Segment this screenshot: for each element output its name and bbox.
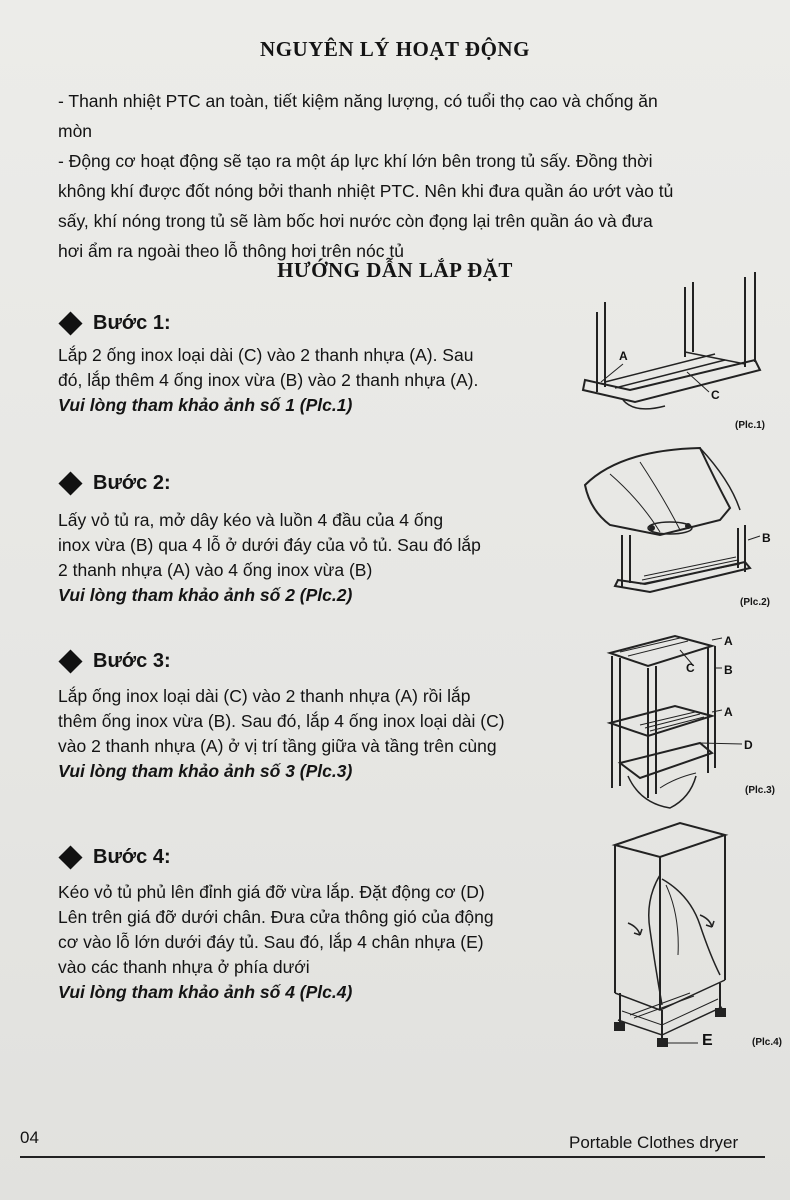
step-3-heading: [58, 650, 171, 673]
figure-label-e: E: [702, 1032, 713, 1049]
step-1-line: Lắp 2 ống inox loại dài (C) vào 2 thanh nhựa (A). Sau: [58, 345, 474, 365]
figure-caption-plc2: (Plc.2): [740, 597, 771, 608]
footer-divider: [20, 1156, 765, 1158]
step-4-title: Bước 4:: [93, 846, 171, 868]
figure-label-c: C: [711, 388, 720, 402]
step-2-heading: [58, 472, 171, 495]
diamond-bullet-icon: [58, 649, 82, 673]
figure-label-a: A: [619, 349, 628, 363]
section-title-operation: NGUYÊN LÝ HOẠT ĐỘNG: [260, 37, 530, 61]
figure-caption-plc4: (Plc.4): [752, 1037, 783, 1048]
operation-line: sấy, khí nóng trong tủ sẽ làm bốc hơi nước còn đọng lại trên quần áo và đưa: [58, 211, 653, 231]
step-4-line: Lên trên giá đỡ dưới chân. Đưa cửa thông gió của động: [58, 907, 494, 927]
step-2-line: Lấy vỏ tủ ra, mở dây kéo và luồn 4 đầu của 4 ống: [58, 510, 444, 530]
step-4-reference: Vui lòng tham khảo ảnh số 4 (Plc.4): [58, 982, 353, 1002]
diamond-bullet-icon: [58, 471, 82, 495]
figure-caption-plc1: (Plc.1): [735, 420, 766, 431]
step-3-reference: Vui lòng tham khảo ảnh số 3 (Plc.3): [58, 761, 353, 781]
diamond-bullet-icon: [58, 845, 82, 869]
step-1-heading: [58, 312, 171, 335]
section-title-installation: HƯỚNG DẪN LẮP ĐẶT: [277, 258, 513, 282]
step-4-heading: [58, 846, 171, 869]
operation-line: - Thanh nhiệt PTC an toàn, tiết kiệm năng lượng, có tuổi thọ cao và chống ăn: [58, 91, 658, 111]
step-3-title: Bước 3:: [93, 650, 171, 672]
step-1-reference: Vui lòng tham khảo ảnh số 1 (Plc.1): [58, 395, 353, 415]
figure-plc4-complete-dryer: [600, 815, 750, 1055]
page-number: 04: [20, 1128, 39, 1147]
operation-line: hơi ẩm ra ngoài theo lỗ thông hơi trên nóc tủ: [58, 241, 404, 261]
figure-label-d: D: [744, 738, 753, 752]
figure-plc2-cover-base: [580, 440, 780, 600]
operation-line: - Động cơ hoạt động sẽ tạo ra một áp lực khí lớn bên trong tủ sấy. Đồng thời: [58, 151, 653, 171]
step-3-line: thêm ống inox vừa (B). Sau đó, lắp 4 ống inox loại dài (C): [58, 711, 505, 731]
diamond-bullet-icon: [58, 311, 82, 335]
step-1-line: đó, lắp thêm 4 ống inox vừa (B) vào 2 thanh nhựa (A).: [58, 370, 479, 390]
step-3-body: [58, 684, 505, 784]
figure-plc1-frame-base: [575, 272, 775, 422]
figure-label-a-top: A: [724, 634, 733, 648]
step-4-line: Kéo vỏ tủ phủ lên đỉnh giá đỡ vừa lắp. Đặt động cơ (D): [58, 882, 485, 902]
figure-label-c: C: [686, 661, 695, 675]
step-3-line: vào 2 thanh nhựa (A) ở vị trí tầng giữa và tầng trên cùng: [58, 736, 497, 756]
step-1-body: [58, 343, 478, 418]
operation-description: [58, 86, 748, 266]
step-3-line: Lắp ống inox loại dài (C) vào 2 thanh nhựa (A) rồi lắp: [58, 686, 471, 706]
step-2-title: Bước 2:: [93, 472, 171, 494]
step-2-line: 2 thanh nhựa (A) vào 4 ống inox vừa (B): [58, 560, 373, 580]
figure-label-b: B: [724, 663, 733, 677]
figure-label-b: B: [762, 531, 771, 545]
step-4-line: vào các thanh nhựa ở phía dưới: [58, 957, 310, 977]
operation-line: không khí được đốt nóng bởi thanh nhiệt PTC. Nên khi đưa quần áo ướt vào tủ: [58, 181, 674, 201]
step-4-body: [58, 880, 494, 1005]
step-4-line: cơ vào lỗ lớn dưới đáy tủ. Sau đó, lắp 4 chân nhựa (E): [58, 932, 484, 952]
figure-label-a-mid: A: [724, 705, 733, 719]
footer-product-name: Portable Clothes dryer: [569, 1133, 739, 1152]
step-2-body: [58, 508, 481, 608]
step-2-line: inox vừa (B) qua 4 lỗ ở dưới đáy của vỏ tủ. Sau đó lắp: [58, 535, 481, 555]
step-2-reference: Vui lòng tham khảo ảnh số 2 (Plc.2): [58, 585, 353, 605]
operation-line: mòn: [58, 121, 93, 141]
figure-caption-plc3: (Plc.3): [745, 785, 776, 796]
step-1-title: Bước 1:: [93, 312, 171, 334]
